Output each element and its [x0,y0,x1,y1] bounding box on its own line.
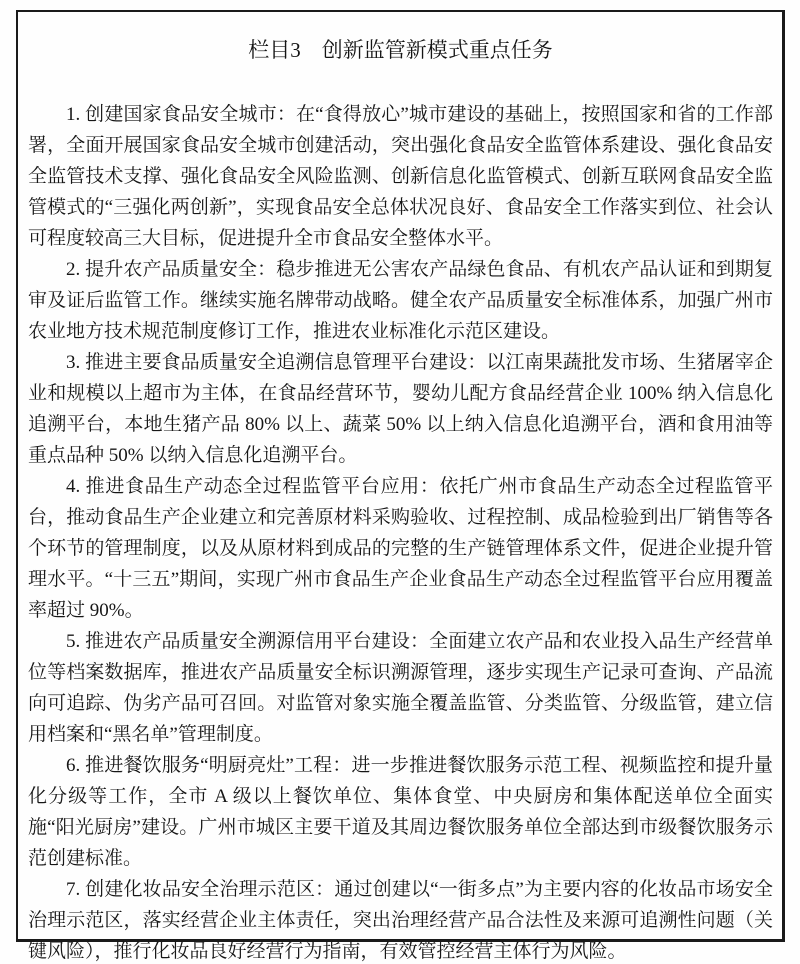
task-paragraph-6: 6. 推进餐饮服务“明厨亮灶”工程：进一步推进餐饮服务示范工程、视频监控和提升量化分级等工作，全市 A 级以上餐饮单位、集体食堂、中央厨房和集体配送单位全面实施“阳光厨房”建设。广州市城区主要干道及其周边餐饮服务单位全部达到市级餐饮服务示范创建标准。 [28,755,773,869]
column-box [16,10,785,962]
task-list [28,99,773,964]
task-paragraph-7: 7. 创建化妆品安全治理示范区：通过创建以“一街多点”为主要内容的化妆品市场安全治理示范区，落实经营企业主体责任，突出治理经营产品合法性及来源可追溯性问题（关键风险），推行化妆品良好经营行为指南，有效管控经营主体行为风险。 [28,879,773,962]
task-paragraph-5: 5. 推进农产品质量安全溯源信用平台建设：全面建立农产品和农业投入品生产经营单位等档案数据库，推进农产品质量安全标识溯源管理，逐步实现生产记录可查询、产品流向可追踪、伪劣产品可召回。对监管对象实施全覆盖监管、分类监管、分级监管，建立信用档案和“黑名单”管理制度。 [28,631,773,745]
task-paragraph-3: 3. 推进主要食品质量安全追溯信息管理平台建设：以江南果蔬批发市场、生猪屠宰企业和规模以上超市为主体，在食品经营环节，婴幼儿配方食品经营企业 100% 纳入信息化追溯平台，本地生猪产品 80% 以上、蔬菜 50% 以上纳入信息化追溯平台，酒和食用油等重点品种 50% 以纳入信息化追溯平台。 [28,352,773,466]
task-paragraph-4: 4. 推进食品生产动态全过程监管平台应用：依托广州市食品生产动态全过程监管平台，推动食品生产企业建立和完善原材料采购验收、过程控制、成品检验到出厂销售等各个环节的管理制度，以及从原材料到成品的完整的生产链管理体系文件，促进企业提升管理水平。“十三五”期间，实现广州市食品生产企业食品生产动态全过程监管平台应用覆盖率超过 90%。 [28,476,773,621]
task-paragraph-2: 2. 提升农产品质量安全：稳步推进无公害农产品绿色食品、有机农产品认证和到期复审及证后监管工作。继续实施名牌带动战略。健全农产品质量安全标准体系，加强广州市农业地方技术规范制度修订工作，推进农业标准化示范区建设。 [28,259,773,342]
task-paragraph-1: 1. 创建国家食品安全城市：在“食得放心”城市建设的基础上，按照国家和省的工作部署，全面开展国家食品安全城市创建活动，突出强化食品安全监管体系建设、强化食品安全监管技术支撑、强化食品安全风险监测、创新信息化监管模式、创新互联网食品安全监管模式的“三强化两创新”，实现食品安全总体状况良好、食品安全工作落实到位、社会认可程度较高三大目标，促进提升全市食品安全整体水平。 [28,104,773,249]
box-title: 栏目3 创新监管新模式重点任务 [248,38,553,62]
